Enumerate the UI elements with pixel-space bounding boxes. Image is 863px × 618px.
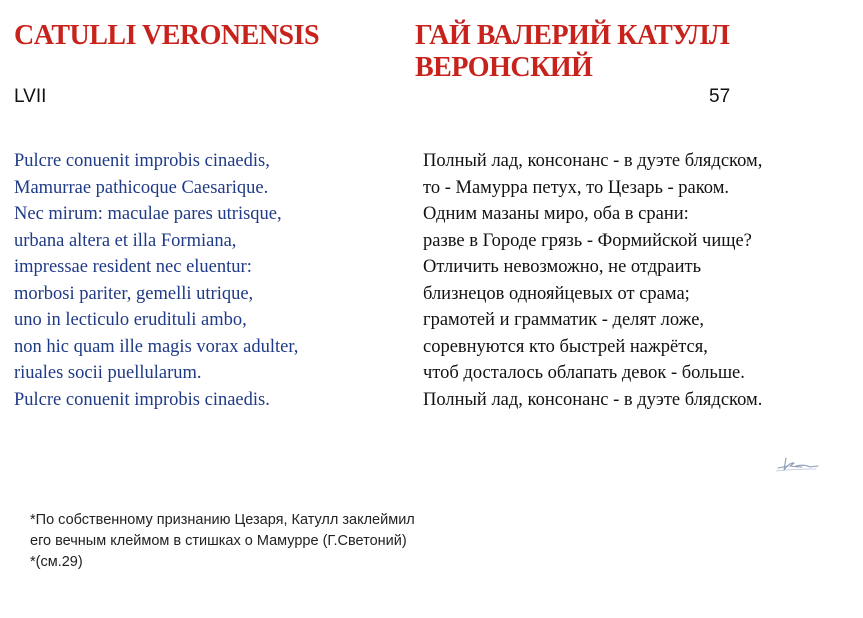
latin-line: Pulcre conuenit improbis cinaedis. — [14, 389, 270, 410]
latin-line: uno in lecticulo erudituli ambo, — [14, 310, 247, 330]
russian-line: близнецов однояйцевых от срама; — [423, 283, 690, 304]
russian-line: Одним мазаны миро, оба в срани: — [423, 204, 689, 224]
latin-line: morbosi pariter, gemelli utrique, — [14, 283, 254, 304]
russian-line: Полный лад, консонанс - в дуэте блядском. — [423, 389, 763, 410]
footnote-line: *По собственному признанию Цезаря, Катулл заклеймил — [30, 512, 415, 528]
handwritten-signature-icon — [774, 452, 820, 476]
russian-verse — [423, 148, 861, 413]
russian-title: ГАЙ ВАЛЕРИЙ КАТУЛЛ ВЕРОНСКИЙ — [415, 20, 730, 83]
latin-line: Pulcre conuenit improbis cinaedis, — [14, 151, 270, 171]
russian-line: Полный лад, консонанс - в дуэте блядском, — [423, 151, 763, 171]
latin-verse — [14, 148, 409, 413]
footnote-line: *(см.29) — [30, 554, 83, 570]
latin-line: Mamurrae pathicoque Caesarique. — [14, 177, 269, 198]
russian-line: чтоб досталось облапать девок - больше. — [423, 363, 745, 383]
footnote-line: его вечным клеймом в стишках о Мамурре (Г.Светоний) — [30, 533, 407, 549]
latin-line: Nec mirum: maculae pares utrisque, — [14, 204, 282, 224]
latin-line: riuales socii puellularum. — [14, 363, 202, 383]
russian-line: соревнуются кто быстрей нажрётся, — [423, 336, 708, 357]
russian-line: то - Мамурра петух, то Цезарь - раком. — [423, 177, 730, 198]
russian-line: грамотей и грамматик - делят ложе, — [423, 310, 705, 330]
russian-line: разве в Городе грязь - Формийской чище? — [423, 230, 752, 251]
poem-number-arabic: 57 — [709, 86, 731, 107]
latin-line: urbana altera et illa Formiana, — [14, 230, 237, 251]
latin-line: impressae resident nec eluentur: — [14, 257, 252, 277]
russian-line: Отличить невозможно, не отдраить — [423, 257, 702, 277]
poem-number-roman: LVII — [14, 86, 47, 107]
latin-line: non hic quam ille magis vorax adulter, — [14, 336, 299, 357]
footnote — [30, 510, 510, 573]
latin-title: CATULLI VERONENSIS — [14, 20, 320, 51]
